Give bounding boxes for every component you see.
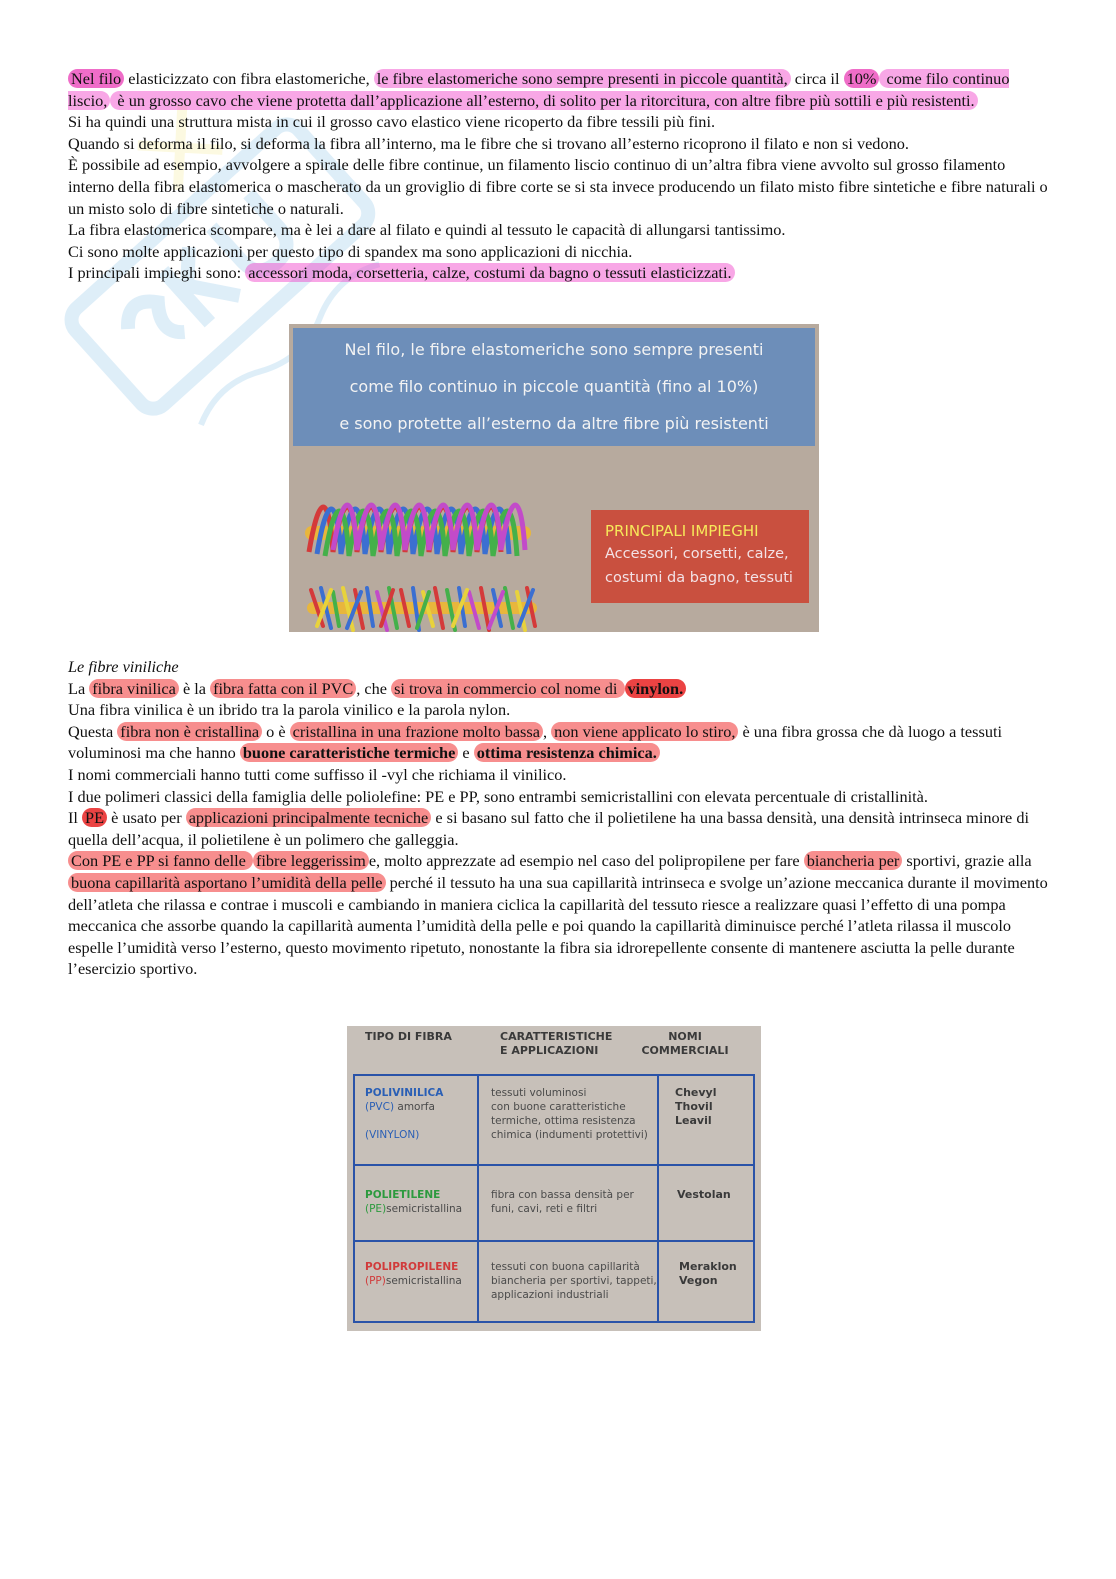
highlight: accessori moda, corsetteria, calze, costumi da bagno o tessuti elasticizzati.: [245, 263, 734, 282]
brand-name: Chevyl: [675, 1086, 717, 1099]
line-nel-filo: [68, 68, 1048, 111]
fiber-structure: semicristallina: [386, 1203, 463, 1215]
text-line: Si ha quindi una struttura mista in cui il grosso cavo elastico viene ricoperto da fibre tessili più fini.: [68, 112, 716, 132]
highlight: buona capillarità asportano l’umidità della pelle: [68, 873, 386, 892]
text-line: [68, 678, 1048, 700]
highlight: 10%: [844, 69, 880, 88]
text: sportivi, grazie alla: [902, 851, 1032, 871]
highlight: biancheria per: [804, 851, 903, 870]
desc-line: applicazioni industriali: [491, 1289, 609, 1301]
highlight: fibra fatta con il PVC: [210, 679, 356, 698]
desc-line: biancheria per sportivi, tappeti,: [491, 1275, 657, 1287]
text-line: [68, 850, 1048, 980]
table-row-pe-name: [365, 1188, 462, 1216]
desc-line: tessuti voluminosi: [491, 1087, 587, 1099]
highlight: fibra vinilica: [89, 679, 179, 698]
staple-fiber-yarn-illustration: [307, 586, 543, 632]
text: e: [458, 743, 474, 763]
fiber-types-table-figure: [347, 1026, 761, 1331]
highlight: Nel filo: [68, 69, 124, 88]
text-line: [68, 807, 1048, 850]
fiber-name: POLIETILENE: [365, 1189, 441, 1201]
desc-line: termiche, ottima resistenza: [491, 1115, 636, 1127]
divider: [477, 1076, 479, 1321]
fiber-abbr: (PVC): [365, 1101, 395, 1113]
highlight: fibre leggerissim: [253, 851, 369, 870]
banner-line: come filo continuo in piccole quantità (fino al 10%): [349, 377, 759, 396]
text: Questa: [68, 721, 118, 741]
desc-line: chimica (indumenti protettivi): [491, 1129, 648, 1141]
header-line: CARATTERISTICHE: [500, 1030, 613, 1043]
highlight: applicazioni principalmente tecniche: [186, 808, 432, 827]
text: e, molto apprezzate ad esempio nel caso del polipropilene per fare: [368, 851, 804, 871]
header-line: COMMERCIALI: [641, 1044, 729, 1057]
highlight: le fibre elastomeriche sono sempre presenti in piccole quantità,: [374, 69, 791, 88]
highlight: cristallina in una frazione molto bassa: [290, 722, 543, 741]
brand-name: Vestolan: [677, 1188, 731, 1201]
figure-banner: [293, 328, 815, 446]
text-line: Quando si deforma il filo, si deforma la fibra all’interno, ma le fibre che si trovano all’esterno ricoprono il filato e non si vedono.: [68, 133, 909, 153]
text: , che: [356, 678, 392, 698]
banner-line: e sono protette all’esterno da altre fibre più resistenti: [339, 414, 769, 433]
banner-line: Nel filo, le fibre elastomeriche sono sempre presenti: [344, 340, 764, 359]
spiral-yarn-illustration: [299, 492, 539, 572]
desc-line: con buone caratteristiche: [491, 1101, 626, 1113]
header-characteristics: [500, 1030, 612, 1058]
table-grid: [353, 1074, 755, 1323]
desc-line: tessuti con buona capillarità: [491, 1261, 640, 1273]
text: è usato per: [107, 808, 186, 828]
box-line: costumi da bagno, tessuti: [605, 570, 793, 586]
highlight: come filo continuo liscio,: [68, 69, 1010, 110]
fiber-structure: amorfa: [394, 1101, 435, 1113]
text-line: I nomi commerciali hanno tutti come suffisso il -vyl che richiama il vinilico.: [68, 764, 567, 784]
table-row-pe-desc: [491, 1188, 634, 1216]
header-trade-names: [639, 1030, 731, 1058]
text: circa il: [790, 69, 844, 88]
highlight: si trova in commercio col nome di: [391, 679, 624, 698]
section-heading: Le fibre viniliche: [68, 657, 179, 676]
divider: [657, 1076, 659, 1321]
header-line: E APPLICAZIONI: [500, 1044, 599, 1057]
text: elasticizzato con fibra elastomeriche,: [124, 69, 374, 88]
table-row-pvc-desc: [491, 1086, 648, 1142]
fiber-name: POLIVINILICA: [365, 1087, 444, 1099]
brand-name: Meraklon: [679, 1260, 737, 1273]
table-row-pvc-brands: [675, 1086, 716, 1128]
text-line: [68, 721, 1048, 764]
elastomeric-yarn-figure: [289, 324, 819, 632]
divider: [355, 1240, 753, 1242]
text-line: I due polimeri classici della famiglia delle poliolefine: PE e PP, sono entrambi semicristallini con elevata percentuale di cristallinità.: [68, 786, 928, 806]
table-row-pe-brands: [677, 1188, 731, 1202]
text: o è: [262, 721, 290, 741]
text: Il: [68, 808, 83, 828]
highlight: non viene applicato lo stiro,: [551, 722, 738, 741]
paragraph-elastomeric: [68, 68, 1048, 284]
box-line: Accessori, corsetti, calze,: [605, 546, 789, 562]
fiber-abbr: (PE): [365, 1203, 387, 1215]
table-row-pvc-name: [365, 1086, 443, 1142]
text: è la: [178, 678, 211, 698]
text: e si basano sul fatto che il polietilene ha una bassa densità, una densità intrinseca minore di quella dell’acqua, il polietilene è un polimero che galleggia.: [68, 808, 1030, 849]
header-fiber-type: TIPO DI FIBRA: [365, 1030, 452, 1043]
text: è una fibra grossa che dà luogo a tessuti voluminosi ma che hanno: [68, 721, 1003, 763]
text: La: [68, 678, 90, 698]
desc-line: funi, cavi, reti e filtri: [491, 1203, 598, 1215]
highlight: ottima resistenza chimica.: [474, 743, 660, 762]
highlight: vinylon.: [625, 679, 687, 698]
table-row-pp-desc: [491, 1260, 657, 1302]
text-line: [68, 262, 1048, 284]
text-line: È possibile ad esempio, avvolgere a spirale delle fibre continue, un filamento liscio continuo di un’altra fibra viene avvolto sul grosso filamento interno della fibra elastomerica o mascherato da un groviglio di fibre corte se si sta invece producendo un filato misto fibre sintetiche e fibre naturali o un misto solo di fibre sintetiche o naturali.: [68, 155, 1048, 218]
text-line: La fibra elastomerica scompare, ma è lei a dare al filato e quindi al tessuto le capacità di allungarsi tantissimo.: [68, 220, 786, 240]
box-title: PRINCIPALI IMPIEGHI: [605, 522, 759, 540]
text: I principali impieghi sono:: [68, 263, 246, 283]
table-row-pp-name: [365, 1260, 462, 1288]
main-uses-box: [591, 510, 809, 603]
fiber-structure: semicristallina: [385, 1275, 462, 1287]
text-line: Ci sono molte applicazioni per questo tipo di spandex ma sono applicazioni di nicchia.: [68, 241, 633, 261]
highlight: è un grosso cavo che viene protetta dall’applicazione all’esterno, di solito per la ritorcitura, con altre fibre più sottili e più resistenti.: [110, 91, 977, 110]
text-line: Una fibra vinilica è un ibrido tra la parola vinilico e la parola nylon.: [68, 700, 511, 720]
divider: [355, 1164, 753, 1166]
highlight: buone caratteristiche termiche: [240, 743, 458, 762]
brand-name: Thovil: [675, 1100, 713, 1113]
table-row-pp-brands: [679, 1260, 737, 1288]
highlight: fibra non è cristallina: [117, 722, 262, 741]
brand-name: Leavil: [675, 1114, 712, 1127]
brand-name: Vegon: [679, 1274, 718, 1287]
fiber-name: POLIPROPILENE: [365, 1261, 459, 1273]
highlight: PE: [82, 808, 107, 827]
text: ,: [542, 721, 552, 741]
highlight: Con PE e PP si fanno delle: [68, 851, 253, 870]
fiber-abbr: (PP): [365, 1275, 386, 1287]
header-line: NOMI: [668, 1030, 702, 1043]
desc-line: fibra con bassa densità per: [491, 1189, 634, 1201]
fiber-extra: (VINYLON): [365, 1129, 420, 1141]
text: perché il tessuto ha una sua capillarità intrinseca e svolge un’azione meccanica durante il movimento dell’atleta che rilassa e contrae i muscoli e cambiando in maniera ciclica la capillarità del tessuto riesce a realizzare quasi l’effetto di una pompa meccanica che assorbe quando la capillarità aumenta l’umidità della pelle e poi quando la capillarità diminuisce perché l’atleta rilassa il muscolo espelle l’umidità verso l’esterno, questo movimento ripetuto, nonostante la fibra sia idrorepellente consente di mantenere asciutta la pelle durante l’esercizio sportivo.: [68, 872, 1048, 979]
section-vinyl-fibers: [68, 656, 1048, 980]
